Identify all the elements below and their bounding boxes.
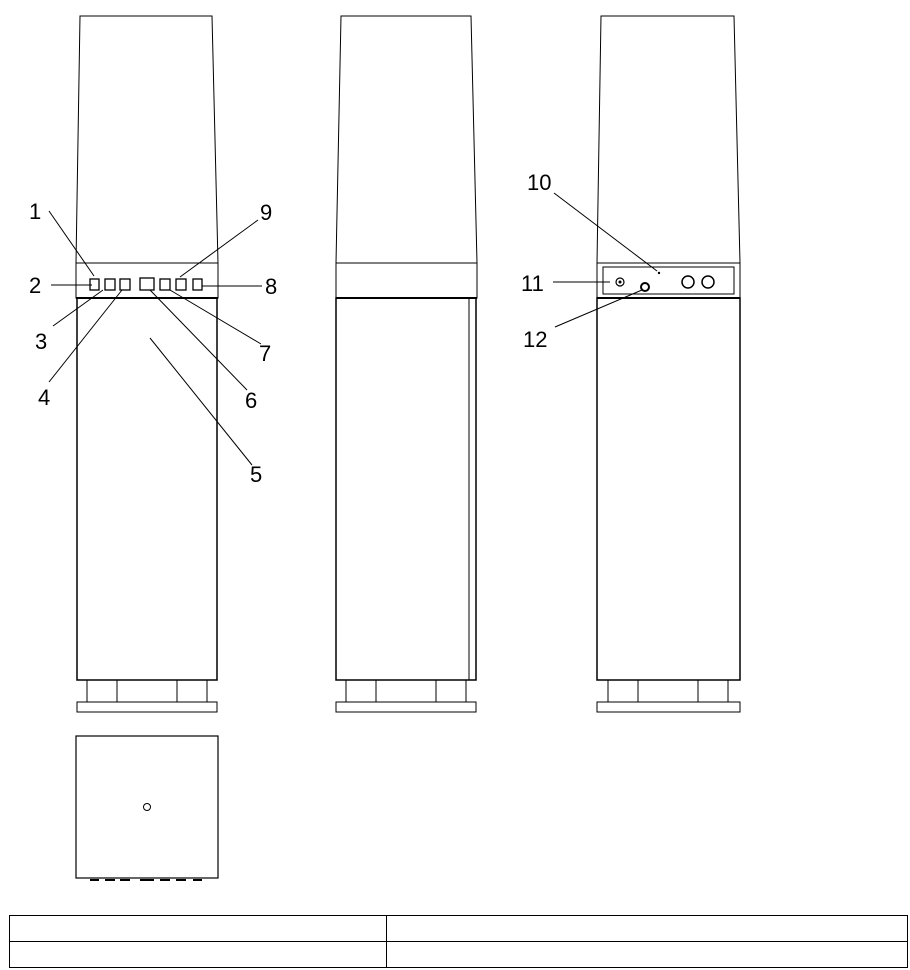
svg-text:8: 8 [265, 274, 278, 299]
table-cell [10, 916, 387, 942]
jack-socket [641, 283, 649, 291]
front-base-riser [87, 680, 207, 702]
table-row [10, 942, 908, 968]
output-socket-left [682, 276, 694, 288]
front-body [77, 298, 217, 680]
button-2 [105, 279, 115, 290]
rear-connector-panel [597, 263, 740, 298]
indicator-hole [658, 272, 660, 274]
control-buttons [90, 278, 202, 290]
top-view [76, 736, 218, 880]
svg-text:1: 1 [29, 199, 42, 224]
front-base-plate [77, 702, 217, 712]
callout-6 [150, 290, 257, 413]
svg-text:11: 11 [521, 271, 544, 296]
button-5 [176, 279, 186, 290]
button-4 [160, 279, 170, 290]
callout-7 [170, 290, 271, 366]
rear-shade [597, 16, 740, 263]
table-cell [387, 916, 908, 942]
top-view-outline [76, 736, 218, 878]
front-control-panel [76, 263, 218, 298]
callout-1 [29, 199, 94, 276]
svg-text:9: 9 [260, 200, 273, 225]
side-base-riser [346, 680, 466, 702]
front-view [76, 16, 218, 712]
rear-body [597, 298, 740, 680]
side-body [336, 298, 476, 680]
side-base-plate [336, 702, 476, 712]
callout-8 [202, 274, 277, 299]
callout-3 [35, 290, 103, 354]
table-row [10, 916, 908, 942]
output-socket-right [702, 276, 714, 288]
callout-2 [29, 273, 92, 298]
rear-view [597, 16, 740, 712]
svg-text:2: 2 [29, 273, 42, 298]
callout-12 [523, 290, 642, 352]
side-view [336, 16, 477, 712]
spec-table [9, 915, 908, 968]
side-control-panel [336, 263, 477, 298]
rear-base-riser [608, 680, 728, 702]
table-cell [387, 942, 908, 968]
svg-text:4: 4 [38, 385, 51, 410]
svg-text:12: 12 [523, 327, 548, 352]
callout-4 [38, 290, 122, 410]
svg-text:6: 6 [245, 388, 258, 413]
button-3 [120, 279, 130, 290]
callout-9 [180, 200, 272, 277]
side-shade [336, 16, 477, 263]
button-center [140, 278, 154, 290]
front-shade [76, 16, 218, 263]
svg-text:7: 7 [259, 341, 272, 366]
button-6 [193, 279, 202, 290]
rear-base-plate [597, 702, 740, 712]
table-cell [10, 942, 387, 968]
svg-text:10: 10 [527, 170, 552, 195]
top-center-hole [144, 804, 151, 811]
callout-10 [527, 170, 657, 271]
svg-text:3: 3 [35, 329, 48, 354]
svg-text:5: 5 [250, 462, 263, 487]
